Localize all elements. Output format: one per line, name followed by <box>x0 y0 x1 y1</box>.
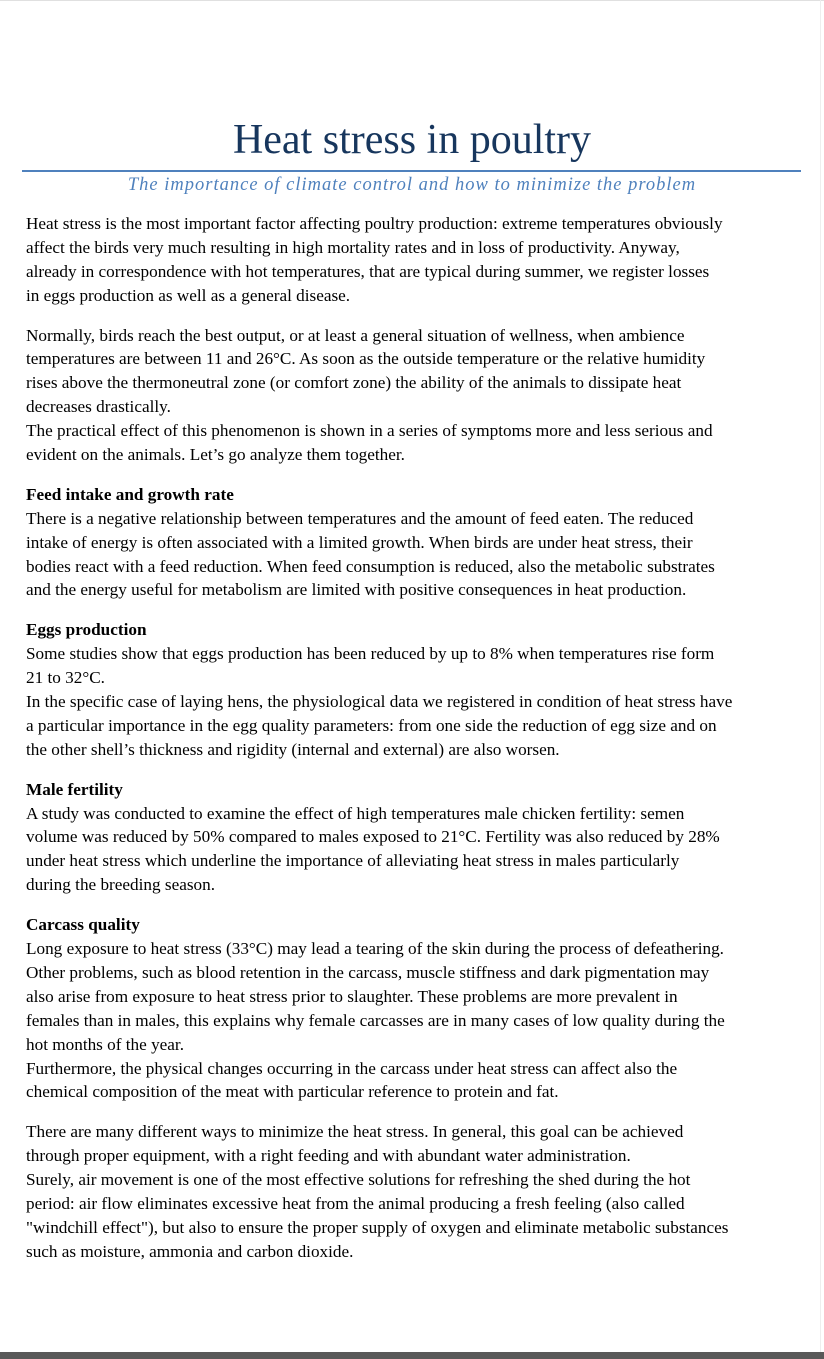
bottom-scrollbar-track[interactable] <box>0 1352 824 1359</box>
text-line: period: air flow eliminates excessive heat from the animal producing a fresh feeling (also called <box>26 1193 685 1213</box>
text-line: decreases drastically. <box>26 397 171 417</box>
section <box>26 913 816 1104</box>
text-line: There are many different ways to minimize the heat stress. In general, this goal can be achieved <box>26 1122 684 1142</box>
text-line: In the specific case of laying hens, the physiological data we registered in condition of heat stress have <box>26 692 733 712</box>
text-line: rises above the thermoneutral zone (or comfort zone) the ability of the animals to dissipate heat <box>26 373 682 393</box>
document-subtitle: The importance of climate control and how to minimize the problem <box>127 175 697 195</box>
section <box>26 618 816 761</box>
document-title: Heat stress in poultry <box>232 117 592 163</box>
paragraph <box>26 1120 816 1263</box>
section <box>26 483 816 602</box>
paragraph <box>26 212 816 308</box>
text-line: through proper equipment, with a right feeding and with abundant water administration. <box>26 1146 631 1166</box>
section-heading: Carcass quality <box>26 915 140 935</box>
top-border <box>0 0 824 1</box>
text-line: evident on the animals. Let’s go analyze them together. <box>26 445 405 465</box>
text-line: chemical composition of the meat with particular reference to protein and fat. <box>26 1082 559 1102</box>
paragraph <box>26 324 816 467</box>
text-line: volume was reduced by 50% compared to males exposed to 21°C. Fertility was also reduced by 28% <box>26 827 720 847</box>
text-line: such as moisture, ammonia and carbon dioxide. <box>26 1241 354 1261</box>
text-line: the other shell’s thickness and rigidity (internal and external) are also worsen. <box>26 739 560 759</box>
text-line: during the breeding season. <box>26 875 216 895</box>
text-line: "windchill effect"), but also to ensure the proper supply of oxygen and eliminate metabolic substances <box>26 1217 729 1237</box>
text-line: bodies react with a feed reduction. When feed consumption is reduced, also the metabolic substrates <box>26 556 715 576</box>
text-line: The practical effect of this phenomenon is shown in a series of symptoms more and less serious and <box>26 421 713 441</box>
text-line: Some studies show that eggs production has been reduced by up to 8% when temperatures rise form <box>26 644 715 664</box>
text-line: intake of energy is often associated with a limited growth. When birds are under heat stress, their <box>26 532 693 552</box>
text-line: under heat stress which underline the importance of alleviating heat stress in males particularly <box>26 851 680 871</box>
section-heading: Male fertility <box>26 779 123 799</box>
text-line: temperatures are between 11 and 26°C. As soon as the outside temperature or the relative humidity <box>26 349 706 369</box>
text-line: and the energy useful for metabolism are limited with positive consequences in heat production. <box>26 580 687 600</box>
text-line: Long exposure to heat stress (33°C) may lead a tearing of the skin during the process of defeathering. <box>26 939 724 959</box>
text-line: A study was conducted to examine the effect of high temperatures male chicken fertility: semen <box>26 803 685 823</box>
text-line: a particular importance in the egg quality parameters: from one side the reduction of egg size and on <box>26 715 717 735</box>
text-line: females than in males, this explains why female carcasses are in many cases of low quality during the <box>26 1010 725 1030</box>
section-heading: Feed intake and growth rate <box>26 484 234 504</box>
text-line: 21 to 32°C. <box>26 668 105 688</box>
text-line: Surely, air movement is one of the most effective solutions for refreshing the shed during the hot <box>26 1170 691 1190</box>
document-body <box>26 212 816 1280</box>
text-line: Other problems, such as blood retention in the carcass, muscle stiffness and dark pigmentation may <box>26 962 710 982</box>
text-line: affect the birds very much resulting in high mortality rates and in loss of productivity. Anyway, <box>26 237 680 257</box>
text-line: Furthermore, the physical changes occurring in the carcass under heat stress can affect also the <box>26 1058 678 1078</box>
page-edge <box>820 0 821 1352</box>
text-line: Normally, birds reach the best output, or at least a general situation of wellness, when ambience <box>26 325 685 345</box>
text-line: There is a negative relationship between temperatures and the amount of feed eaten. The reduced <box>26 508 694 528</box>
text-line: hot months of the year. <box>26 1034 185 1054</box>
section <box>26 778 816 897</box>
title-divider <box>22 170 801 172</box>
text-line: also arise from exposure to heat stress prior to slaughter. These problems are more prevalent in <box>26 986 678 1006</box>
text-line: in eggs production as well as a general disease. <box>26 285 351 305</box>
text-line: Heat stress is the most important factor affecting poultry production: extreme temperatures obviously <box>26 214 723 233</box>
text-line: already in correspondence with hot temperatures, that are typical during summer, we register losses <box>26 261 710 281</box>
section-heading: Eggs production <box>26 620 147 640</box>
